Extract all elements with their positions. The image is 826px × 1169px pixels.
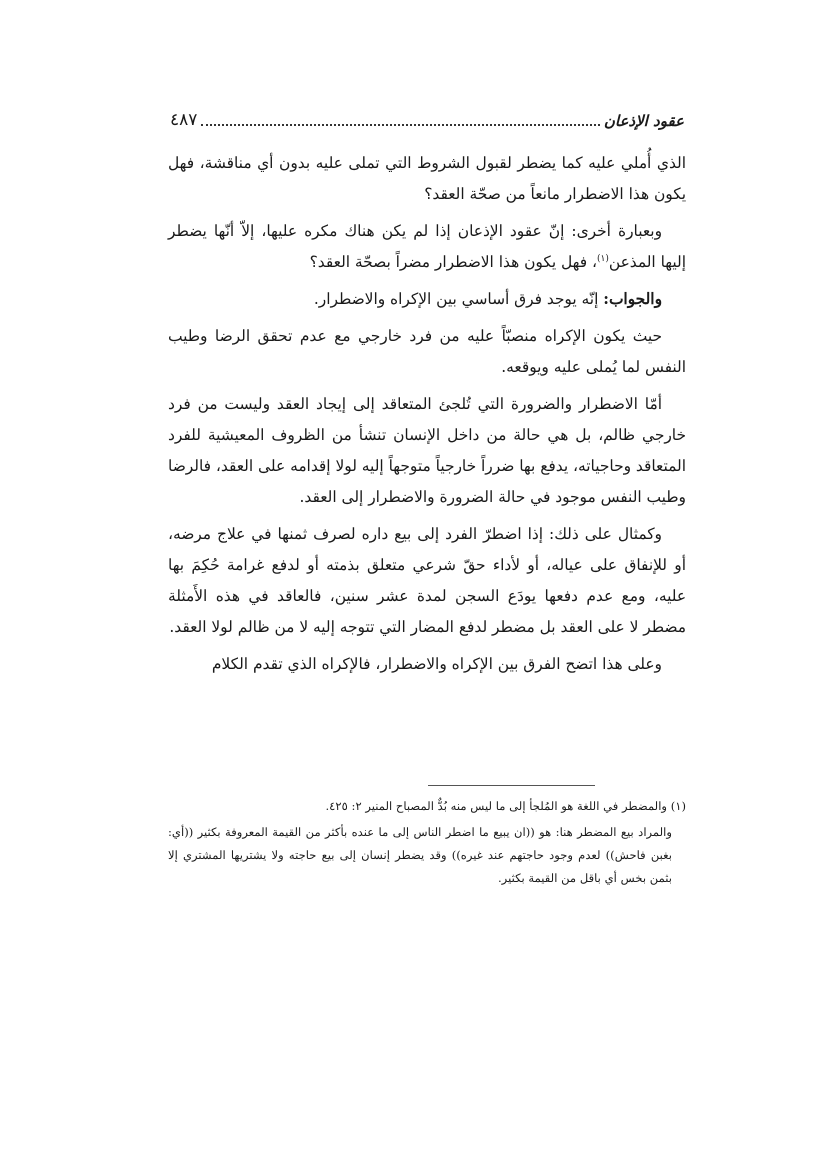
paragraph-5: أمّا الاضطرار والضرورة التي تُلجئ المتعاقد إلى إيجاد العقد وليست من فرد خارجي ظالم، بل هي حالة من داخل الإنسان تنشأ من الظروف المعيشية للفرد المتعاقد وحاجياته، يدفع بها ضرراً خارجياً متوجهاً إليه لولا إقدامه على العقد، فالرضا وطيب النفس موجود في حالة الضرورة والاضطرار إلى العقد. bbox=[168, 395, 686, 506]
footnotes bbox=[168, 795, 686, 893]
footnote-separator bbox=[428, 785, 595, 786]
paragraph-3 bbox=[168, 284, 686, 315]
paragraph-1: الذي أُملي عليه كما يضطر لقبول الشروط التي تملى عليه بدون أي مناقشة، فهل يكون هذا الاضطرار مانعاً من صحّة العقد؟ bbox=[168, 154, 686, 203]
paragraph-2 bbox=[168, 216, 686, 278]
paragraph-4: حيث يكون الإكراه منصبّاً عليه من فرد خارجي مع عدم تحقق الرضا وطيب النفس لما يُملى عليه ويوقعه. bbox=[168, 327, 686, 376]
paragraph-6: وكمثال على ذلك: إذا اضطرّ الفرد إلى بيع داره لصرف ثمنها في علاج مرضه، أو للإنفاق على عياله، أو لأداء حقّ شرعي متعلق بذمته أو لدفع غرامة حُكِمَ بها عليه، ومع عدم دفعها يودَع السجن لمدة عشر سنين، فالعاقد في هذه الأَمثلة مضطر لا على العقد بل مضطر لدفع المضار التي تتوجه إليه لا من ظالم لولا العقد. bbox=[168, 525, 686, 636]
footnote-ref-1[interactable]: (١) bbox=[596, 253, 609, 264]
paragraph-7: وعلى هذا اتضح الفرق بين الإكراه والاضطرار، فالإكراه الذي تقدم الكلام bbox=[211, 655, 662, 673]
paragraph-2-text-end: ، فهل يكون هذا الاضطرار مضراً بصحّة العقد؟ bbox=[309, 253, 597, 271]
answer-text: إنّه يوجد فرق أساسي بين الإكراه والاضطرار. bbox=[313, 290, 604, 308]
header-title: عقود الإذعان bbox=[603, 112, 684, 130]
page-number: ٤٨٧ bbox=[170, 110, 198, 130]
paragraph-2-text: وبعبارة أخرى: إنّ عقود الإذعان إذا لم يكن هناك مكره عليها، إلاّ أنّها يضطر إليها المذعن bbox=[168, 222, 686, 271]
footnote-1: (١) والمضطر في اللغة هو المُلجأ إلى ما ليس منه بُدٌّ المصباح المنير ٢: ٤٢٥. bbox=[325, 799, 686, 813]
body-text bbox=[168, 148, 686, 686]
header-dot-leader bbox=[201, 124, 599, 126]
footnote-1-continuation: والمراد بيع المضطر هنا: هو ((ان يبيع ما اضطر الناس إلى ما عنده بأكثر من القيمة المعروفة بكثير ((أي: بغبن فاحش)) لعدم وجود حاجتهم عند غيره)) وقد يضطر إنسان إلى بيع حاجته ولا يشتريها المشتري إلا بثمن بخس أي باقل من القيمة بكثير. bbox=[168, 825, 672, 885]
running-header bbox=[170, 98, 684, 132]
answer-label: والجواب: bbox=[603, 290, 662, 308]
